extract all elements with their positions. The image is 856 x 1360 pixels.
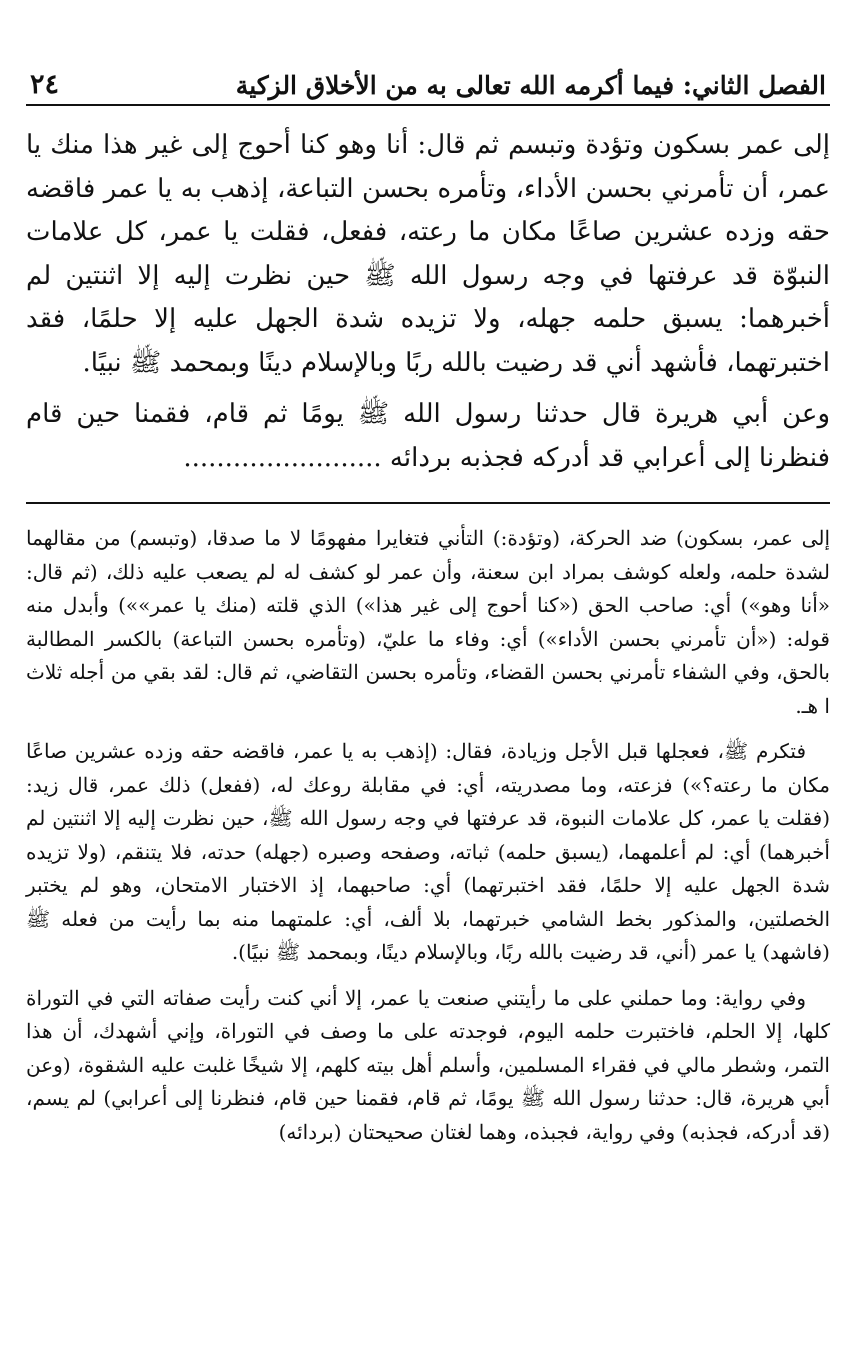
chapter-title: الفصل الثاني: فيما أكرمه الله تعالى به من الأخلاق الزكية [235,71,826,100]
footnote-divider [26,502,830,504]
page-header [26,62,830,106]
commentary-paragraph-2: فتكرم ﷺ، فعجلها قبل الأجل وزيادة، فقال: (إذهب به يا عمر، فاقضه حقه وزده عشرين صاعًا مكان ما رعته؟») فزعته، وما مصدريته، أي: في مقابلة روعك له، (ففعل) ذلك عمر، قال زيد: (فقلت يا عمر، كل علامات النبوة، قد عرفتها في وجه رسول الله ﷺ، حين نظرت إليه إلا اثنتين لم أخبرهما) أي: لم أعلمهما، (يسبق حلمه) ثباته، وصفحه وصبره (جهله) حدته، فلا يتنقم، (ولا تزيده شدة الجهل عليه إلا حلمًا، فقد اختبرتهما) أي: صاحبهما، إذ الاختبار الامتحان، وهو لم يختبر الخصلتين، والمذكور بخط الشامي خبرتهما، بلا ألف، أي: علمتهما منه بما رأيت من فعله ﷺ (فاشهد) يا عمر (أني، قد رضيت بالله ربًا، وبالإسلام دينًا، وبمحمد ﷺ نبيًا). [26,739,830,964]
commentary-paragraph-1: إلى عمر، بسكون) ضد الحركة، (وتؤدة:) التأني فتغايرا مفهومًا لا ما صدقا، (وتبسم) من مقالهما لشدة حلمه، ولعله كوشف بمراد ابن سعنة، وأن عمر لو كشف له لم يصعب عليه ذلك، (ثم قال: «أنا وهو») أي: صاحب الحق («كنا أحوج إلى غير هذا») الذي قلته (منك يا عمر»») وأبدل منه قوله: («أن تأمرني بحسن الأداء») أي: وفاء ما عليّ، (وتأمره بحسن التباعة) بالكسر المطالبة بالحق، وفي الشفاء تأمرني بحسن القضاء، وتأمره بحسن التقاضي، ثم قال: لقد بقي من أجله ثلاث ا هـ. [26,526,830,718]
main-paragraph-1: إلى عمر بسكون وتؤدة وتبسم ثم قال: أنا وهو كنا أحوج إلى غير هذا منك يا عمر، أن تأمرني بحسن الأداء، وتأمره بحسن التباعة، إذهب به يا عمر فاقضه حقه وزده عشرين صاعًا مكان ما رعته، ففعل، فقلت يا عمر، كل علامات النبوّة قد عرفتها في وجه رسول الله ﷺ حين نظرت إليه إلا اثنتين لم أخبرهما: يسبق حلمه جهله، ولا تزيده شدة الجهل عليه إلا حلمًا، فقد اختبرتهما، فأشهد أني قد رضيت بالله ربًا وبالإسلام دينًا وبمحمد ﷺ نبيًا. [26,130,830,378]
main-text [26,124,830,480]
commentary-paragraph-3: وفي رواية: وما حملني على ما رأيتني صنعت يا عمر، إلا أني كنت رأيت صفاته التي في التوراة كلها، إلا الحلم، فاختبرت حلمه اليوم، فوجدته على ما وصف في التوراة، وإني أشهدك، أن هذا التمر، وشطر مالي في فقراء المسلمين، وأسلم أهل بيته كلهم، إلا شيخًا غلبت عليه الشقوة، (وعن أبي هريرة، قال: حدثنا رسول الله ﷺ يومًا، ثم قام، فقمنا حين قام، فنظرنا إلى أعرابي) لم يسم، (قد أدركه، فجذبه) وفي رواية، فجبذه، وهما لغتان صحيحتان (بردائه) [26,985,830,1144]
main-paragraph-2: وعن أبي هريرة قال حدثنا رسول الله ﷺ يومًا ثم قام، فقمنا حين قام فنظرنا إلى أعرابي قد أدركه فجذبه بردائه ........................ [26,399,830,473]
commentary-section [26,522,830,1149]
page-number: ٢٤ [30,69,60,100]
